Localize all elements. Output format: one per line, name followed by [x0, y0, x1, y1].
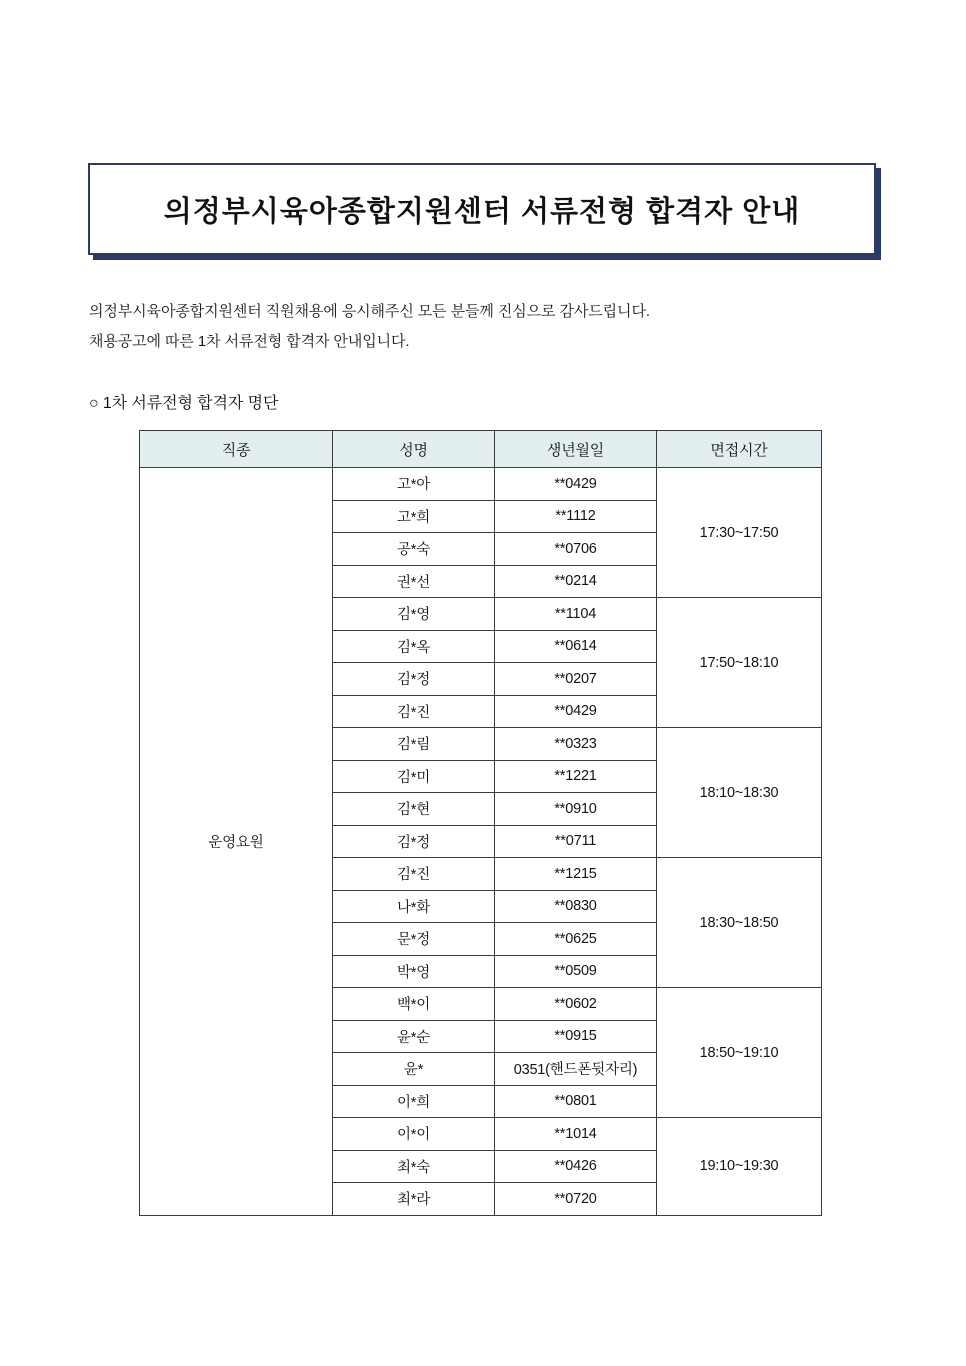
cell-name: 윤*순 — [333, 1020, 495, 1053]
cell-name: 고*희 — [333, 500, 495, 533]
cell-birthdate: **0214 — [495, 565, 657, 598]
cell-birthdate: **0915 — [495, 1020, 657, 1053]
cell-interview-time: 18:10~18:30 — [657, 728, 822, 858]
cell-name: 김*진 — [333, 858, 495, 891]
cell-birthdate: **1215 — [495, 858, 657, 891]
table-row — [140, 468, 822, 501]
cell-name: 김*정 — [333, 663, 495, 696]
intro-paragraph — [89, 297, 889, 357]
cell-interview-time: 18:30~18:50 — [657, 858, 822, 988]
title-banner — [88, 163, 876, 255]
cell-name: 김*림 — [333, 728, 495, 761]
cell-name: 문*정 — [333, 923, 495, 956]
cell-birthdate: **0830 — [495, 890, 657, 923]
cell-name: 권*선 — [333, 565, 495, 598]
cell-name: 이*희 — [333, 1085, 495, 1118]
cell-job-type: 운영요원 — [140, 468, 333, 1216]
section-heading: ○ 1차 서류전형 합격자 명단 — [89, 395, 279, 412]
cell-name: 공*숙 — [333, 533, 495, 566]
cell-interview-time: 19:10~19:30 — [657, 1118, 822, 1216]
cell-birthdate: **0426 — [495, 1150, 657, 1183]
applicants-table — [139, 430, 822, 1216]
cell-interview-time: 17:30~17:50 — [657, 468, 822, 598]
cell-name: 나*화 — [333, 890, 495, 923]
cell-birthdate: **0509 — [495, 955, 657, 988]
cell-name: 김*정 — [333, 825, 495, 858]
cell-birthdate: **0429 — [495, 468, 657, 501]
cell-birthdate: **0720 — [495, 1183, 657, 1216]
applicants-table-wrapper — [139, 430, 821, 1216]
table-body — [140, 468, 822, 1216]
cell-interview-time: 17:50~18:10 — [657, 598, 822, 728]
cell-name: 최*숙 — [333, 1150, 495, 1183]
cell-birthdate: **1014 — [495, 1118, 657, 1151]
cell-birthdate: **0602 — [495, 988, 657, 1021]
cell-name: 백*이 — [333, 988, 495, 1021]
cell-birthdate: **0323 — [495, 728, 657, 761]
intro-line-1: 의정부시육아종합지원센터 직원채용에 응시해주신 모든 분들께 진심으로 감사드립니다. — [89, 303, 650, 320]
cell-name: 박*영 — [333, 955, 495, 988]
cell-birthdate: **0706 — [495, 533, 657, 566]
cell-birthdate: **0801 — [495, 1085, 657, 1118]
table-header-row — [140, 431, 822, 468]
cell-birthdate: **0711 — [495, 825, 657, 858]
cell-birthdate: **1221 — [495, 760, 657, 793]
cell-name: 김*미 — [333, 760, 495, 793]
cell-name: 김*영 — [333, 598, 495, 631]
cell-birthdate: **0614 — [495, 630, 657, 663]
cell-name: 윤* — [333, 1053, 495, 1086]
cell-birthdate: **0625 — [495, 923, 657, 956]
column-header-job: 직종 — [140, 431, 333, 468]
cell-name: 김*진 — [333, 695, 495, 728]
cell-name: 김*현 — [333, 793, 495, 826]
cell-name: 고*아 — [333, 468, 495, 501]
cell-birthdate: **0429 — [495, 695, 657, 728]
cell-birthdate: **0207 — [495, 663, 657, 696]
column-header-time: 면접시간 — [657, 431, 822, 468]
column-header-birth: 생년월일 — [495, 431, 657, 468]
cell-name: 최*라 — [333, 1183, 495, 1216]
cell-interview-time: 18:50~19:10 — [657, 988, 822, 1118]
intro-line-2: 채용공고에 따른 1차 서류전형 합격자 안내입니다. — [89, 333, 410, 350]
page-title: 의정부시육아종합지원센터 서류전형 합격자 안내 — [163, 195, 801, 228]
cell-birthdate: 0351(핸드폰뒷자리) — [495, 1053, 657, 1086]
cell-name: 이*이 — [333, 1118, 495, 1151]
cell-birthdate: **1112 — [495, 500, 657, 533]
cell-birthdate: **1104 — [495, 598, 657, 631]
cell-birthdate: **0910 — [495, 793, 657, 826]
column-header-name: 성명 — [333, 431, 495, 468]
cell-name: 김*옥 — [333, 630, 495, 663]
